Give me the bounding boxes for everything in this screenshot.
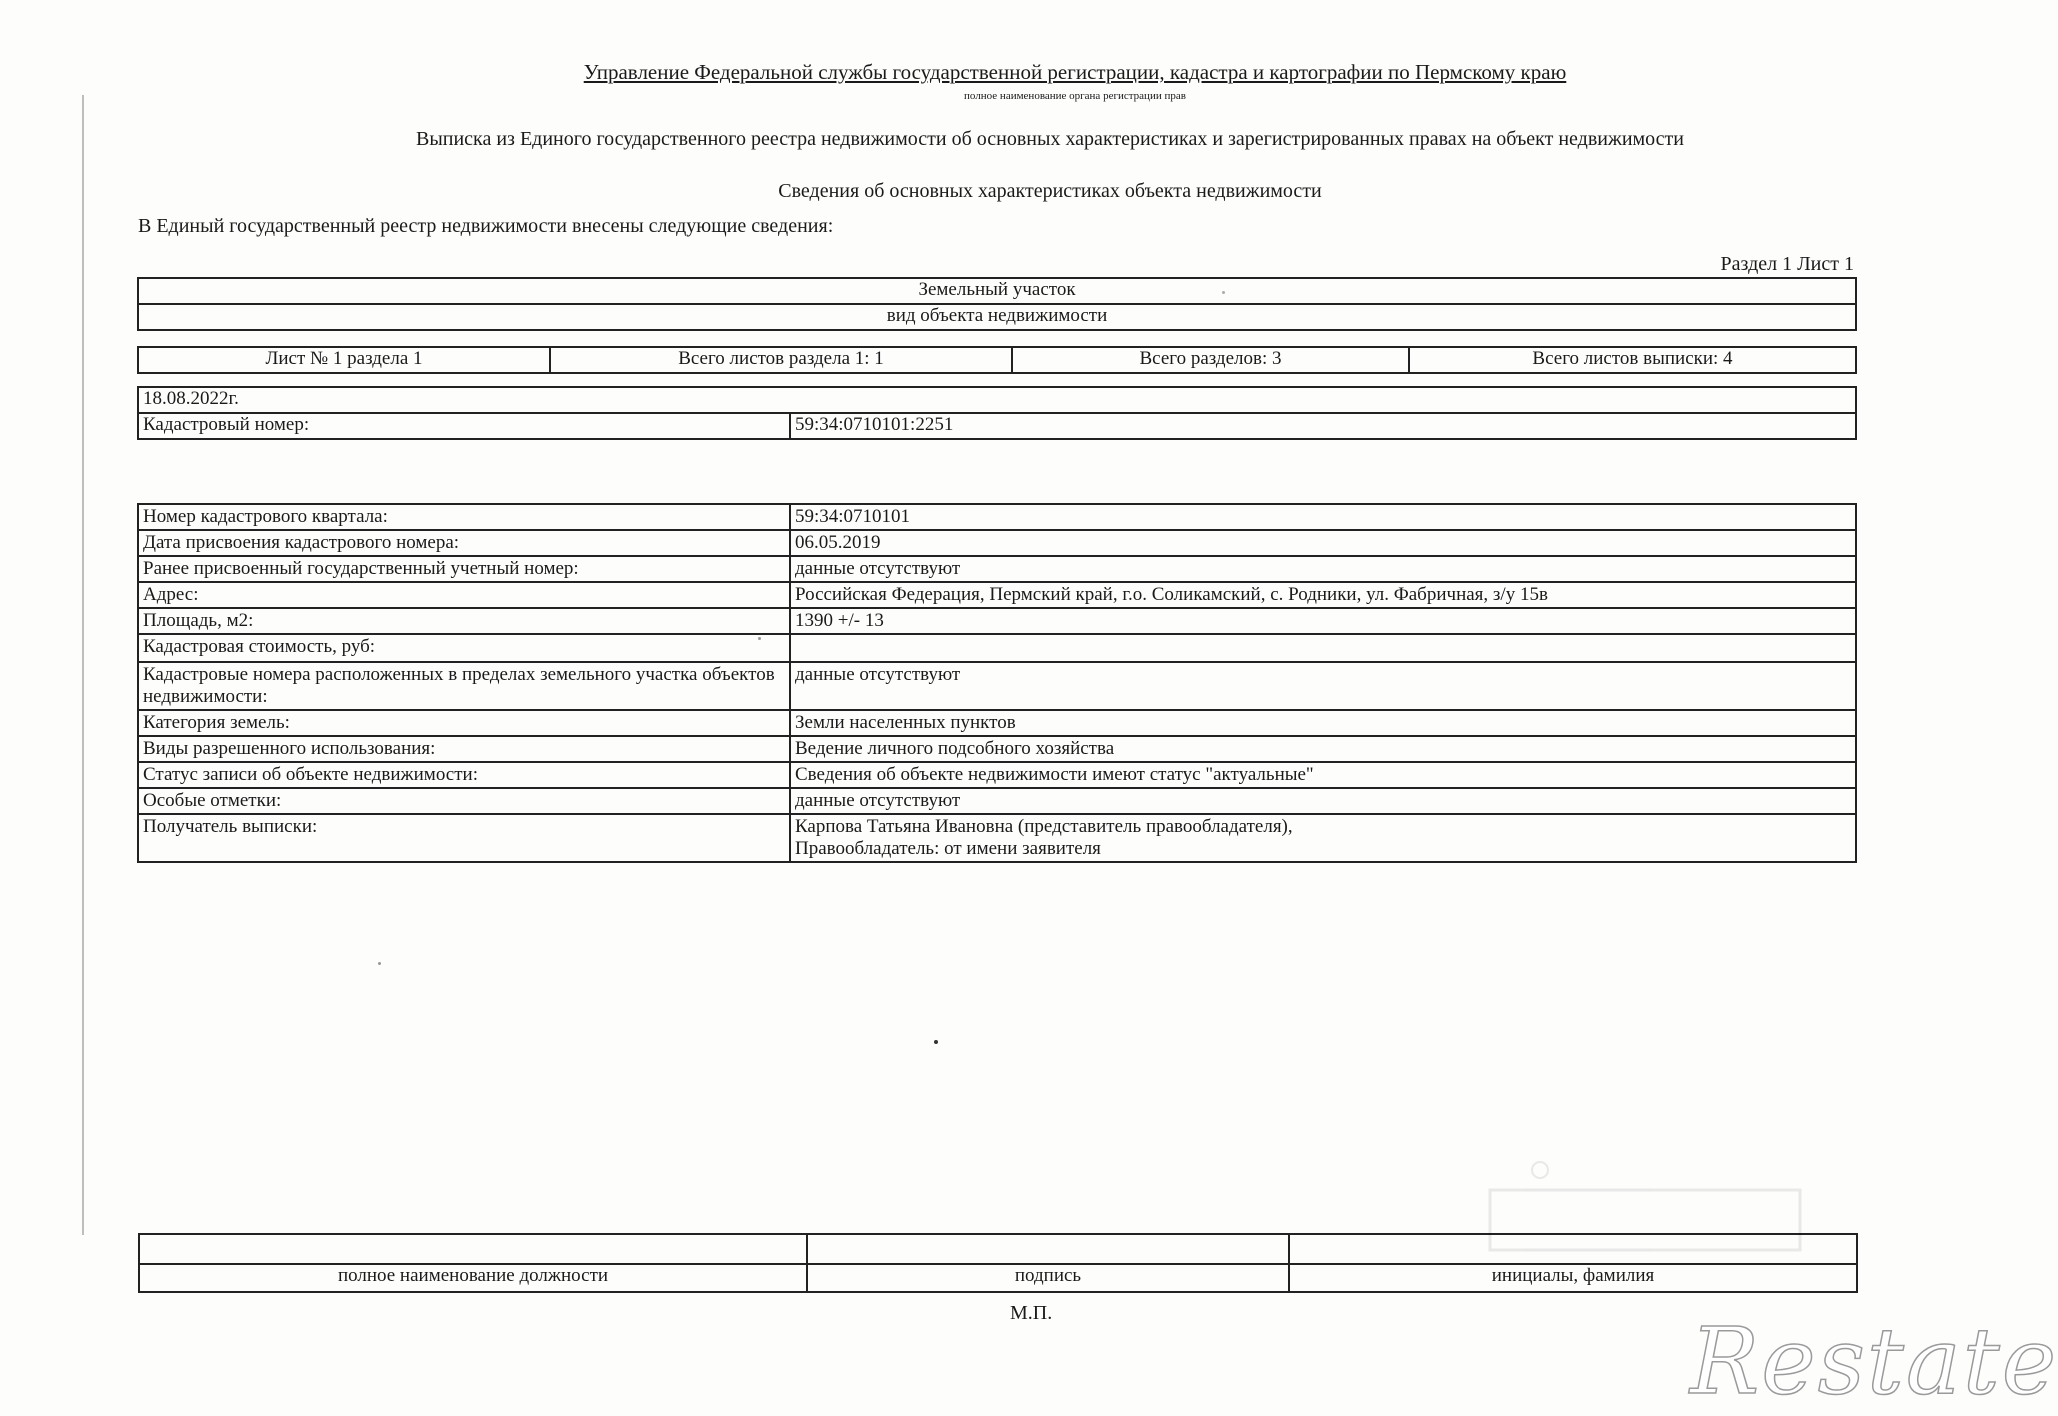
object-type-table [137,277,1857,331]
row-label: Площадь, м2: [138,608,790,634]
table-row [138,582,1856,608]
row-value: Сведения об объекте недвижимости имеют статус "актуальные" [790,762,1856,788]
row-value: Ведение личного подсобного хозяйства [790,736,1856,762]
position-field [139,1234,807,1264]
sheet-number: Лист № 1 раздела 1 [138,347,550,373]
section-title: Сведения об основных характеристиках объекта недвижимости [778,180,1322,202]
binding-margin-line [82,95,84,1235]
row-label: Категория земель: [138,710,790,736]
table-row [138,736,1856,762]
row-label: Получатель выписки: [138,814,790,862]
cadastral-number-label: Кадастровый номер: [138,413,790,439]
section-sheet-label: Раздел 1 Лист 1 [1720,253,1854,275]
object-type: Земельный участок [138,278,1856,304]
table-row [138,556,1856,582]
sheet-info-table [137,346,1857,374]
table-row [138,504,1856,530]
row-value: данные отсутствуют [790,662,1856,710]
row-value: Российская Федерация, Пермский край, г.о. Соликамский, с. Родники, ул. Фабричная, з/у 15в [790,582,1856,608]
row-label: Адрес: [138,582,790,608]
table-row [138,762,1856,788]
restate-watermark-logo: Restate [1690,1308,2058,1415]
table-row [138,814,1856,862]
scan-speck [378,962,381,965]
extract-title: Выписка из Единого государственного реестра недвижимости об основных характеристиках и зарегистрированных правах на объект недвижимости [415,128,1684,150]
table-row [138,608,1856,634]
faint-watermark-mark [1480,1150,1810,1260]
scan-speck [1222,291,1225,294]
table-row [138,788,1856,814]
total-sections: Всего разделов: 3 [1012,347,1409,373]
signature-caption: подпись [807,1264,1289,1292]
cadastral-number-table [137,386,1857,440]
organization-caption: полное наименование органа регистрации прав [964,90,1186,102]
scan-speck [758,637,761,640]
row-value: данные отсутствуют [790,788,1856,814]
row-label: Дата присвоения кадастрового номера: [138,530,790,556]
object-type-caption: вид объекта недвижимости [138,304,1856,330]
cadastral-number-value: 59:34:0710101:2251 [790,413,1856,439]
row-value: Земли населенных пунктов [790,710,1856,736]
signature-field [807,1234,1289,1264]
recipient-line-1: Карпова Татьяна Ивановна (представитель правообладателя), [795,816,1293,837]
row-label: Номер кадастрового квартала: [138,504,790,530]
scan-speck [934,1040,938,1044]
sheets-in-section: Всего листов раздела 1: 1 [550,347,1012,373]
name-caption: инициалы, фамилия [1289,1264,1857,1292]
extract-date: 18.08.2022г. [138,387,1856,413]
table-row [138,634,1856,662]
table-row [138,710,1856,736]
row-value: 06.05.2019 [790,530,1856,556]
position-caption: полное наименование должности [139,1264,807,1292]
row-value: данные отсутствуют [790,556,1856,582]
row-label: Кадастровые номера расположенных в пределах земельного участка объектов недвижимости: [138,662,790,710]
row-label: Ранее присвоенный государственный учетный номер: [138,556,790,582]
row-label: Особые отметки: [138,788,790,814]
row-value [790,814,1856,862]
recipient-line-2: Правообладатель: от имени заявителя [795,838,1101,859]
row-value [790,634,1856,662]
table-row [138,530,1856,556]
row-value: 1390 +/- 13 [790,608,1856,634]
row-value: 59:34:0710101 [790,504,1856,530]
table-row [138,662,1856,710]
stamp-place-label: М.П. [1010,1302,1053,1324]
row-label: Статус записи об объекте недвижимости: [138,762,790,788]
intro-text: В Единый государственный реестр недвижимости внесены следующие сведения: [138,215,834,237]
total-sheets: Всего листов выписки: 4 [1409,347,1856,373]
organization-name: Управление Федеральной службы государственной регистрации, кадастра и картографии по Пермскому краю [583,60,1567,84]
row-label: Виды разрешенного использования: [138,736,790,762]
characteristics-table [137,503,1857,863]
row-label: Кадастровая стоимость, руб: [138,634,790,662]
